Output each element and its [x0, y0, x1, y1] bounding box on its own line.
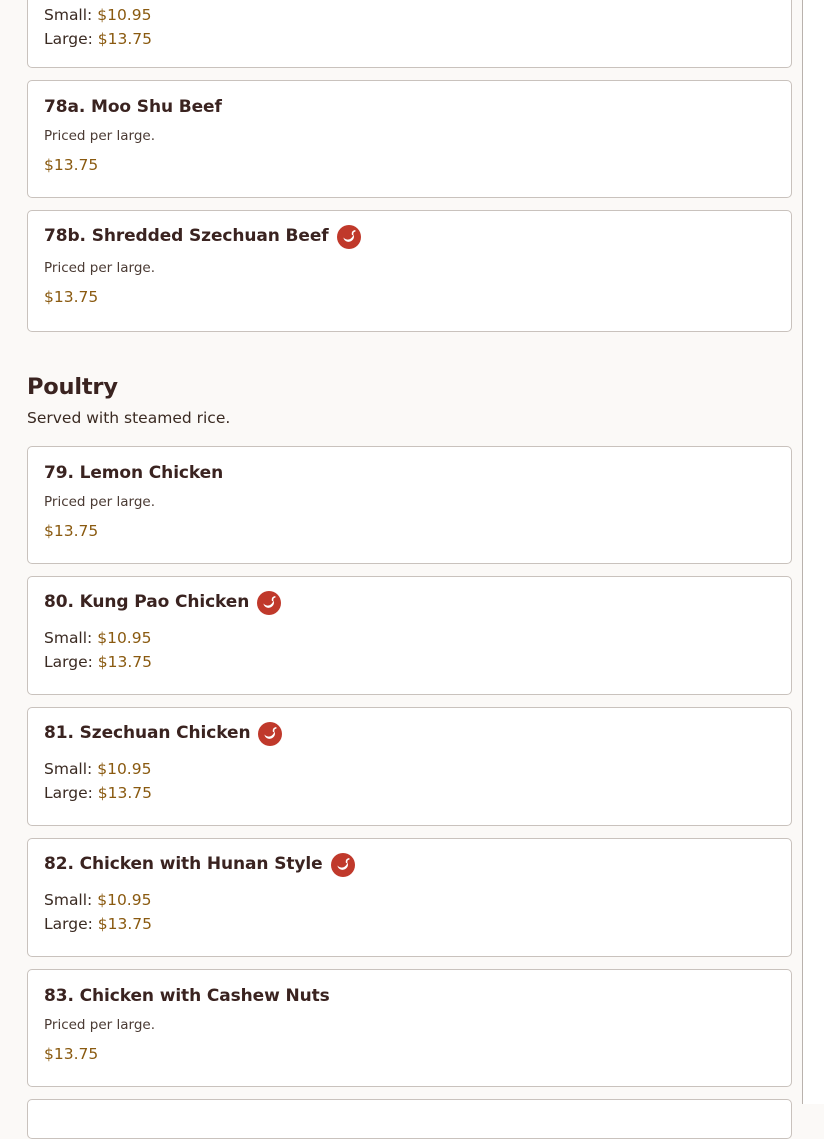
menu-item-name: 78a. Moo Shu Beef	[44, 97, 222, 117]
menu-item-title	[44, 590, 775, 615]
chili-pepper-icon	[331, 853, 355, 877]
chili-pepper-icon	[258, 722, 282, 746]
size-label: Large:	[44, 653, 93, 671]
scrollbar[interactable]	[802, 0, 824, 1104]
menu-item-price: $13.75	[44, 156, 99, 174]
size-label: Small:	[44, 760, 93, 778]
chili-pepper-icon	[257, 591, 281, 615]
size-label: Small:	[44, 891, 93, 909]
menu-item-card[interactable]	[27, 838, 792, 957]
menu-item-name: 82. Chicken with Hunan Style	[44, 854, 323, 874]
menu-item-title	[44, 224, 775, 249]
price-large	[44, 650, 775, 674]
menu-item-note: Priced per large.	[44, 260, 156, 276]
size-label: Large:	[44, 915, 93, 933]
size-label: Small:	[44, 629, 93, 647]
price-sizes	[44, 888, 775, 936]
price-amount: $13.75	[97, 30, 153, 48]
menu-item-price: $13.75	[44, 288, 99, 306]
menu-item-name: 79. Lemon Chicken	[44, 463, 224, 483]
price-small	[44, 3, 775, 27]
menu-item-title	[44, 95, 775, 120]
menu-item-note: Priced per large.	[44, 128, 156, 144]
menu-item-card[interactable]	[27, 1099, 792, 1139]
menu-item-card[interactable]	[27, 210, 792, 332]
price-large	[44, 781, 775, 805]
size-label: Small:	[44, 6, 93, 24]
menu-item-card[interactable]	[27, 969, 792, 1087]
chili-pepper-icon	[337, 225, 361, 249]
menu-item-name: 83. Chicken with Cashew Nuts	[44, 986, 330, 1006]
price-large	[44, 912, 775, 936]
menu-item-note: Priced per large.	[44, 494, 156, 510]
menu-item-card[interactable]	[27, 576, 792, 695]
menu-item-note: Priced per large.	[44, 1017, 156, 1033]
price-large	[44, 27, 775, 51]
size-label: Large:	[44, 30, 93, 48]
price-amount: $13.75	[97, 653, 153, 671]
menu-item-name: 78b. Shredded Szechuan Beef	[44, 226, 329, 246]
menu-item-card[interactable]	[27, 446, 792, 564]
menu-item-name: 80. Kung Pao Chicken	[44, 592, 250, 612]
menu-item-title	[44, 852, 775, 877]
menu-item-title	[44, 984, 775, 1009]
menu-item-name: 81. Szechuan Chicken	[44, 723, 251, 743]
price-small	[44, 888, 775, 912]
price-sizes	[44, 757, 775, 805]
menu-item-card[interactable]	[27, 0, 792, 68]
menu-item-price: $13.75	[44, 522, 99, 540]
menu-item-card[interactable]	[27, 80, 792, 198]
section-title: Poultry	[27, 374, 118, 400]
price-small	[44, 626, 775, 650]
size-label: Large:	[44, 784, 93, 802]
menu-item-title	[44, 721, 775, 746]
price-amount: $10.95	[97, 891, 152, 909]
section-description: Served with steamed rice.	[27, 409, 231, 427]
price-amount: $13.75	[97, 915, 153, 933]
price-amount: $10.95	[97, 629, 152, 647]
price-amount: $13.75	[97, 784, 153, 802]
menu-item-price: $13.75	[44, 1045, 99, 1063]
price-sizes	[44, 0, 775, 51]
menu-item-card[interactable]	[27, 707, 792, 826]
price-small	[44, 757, 775, 781]
price-amount: $10.95	[97, 760, 152, 778]
price-amount: $10.95	[97, 6, 152, 24]
price-sizes	[44, 626, 775, 674]
menu-item-title	[44, 461, 775, 486]
menu-list	[27, 0, 792, 1139]
